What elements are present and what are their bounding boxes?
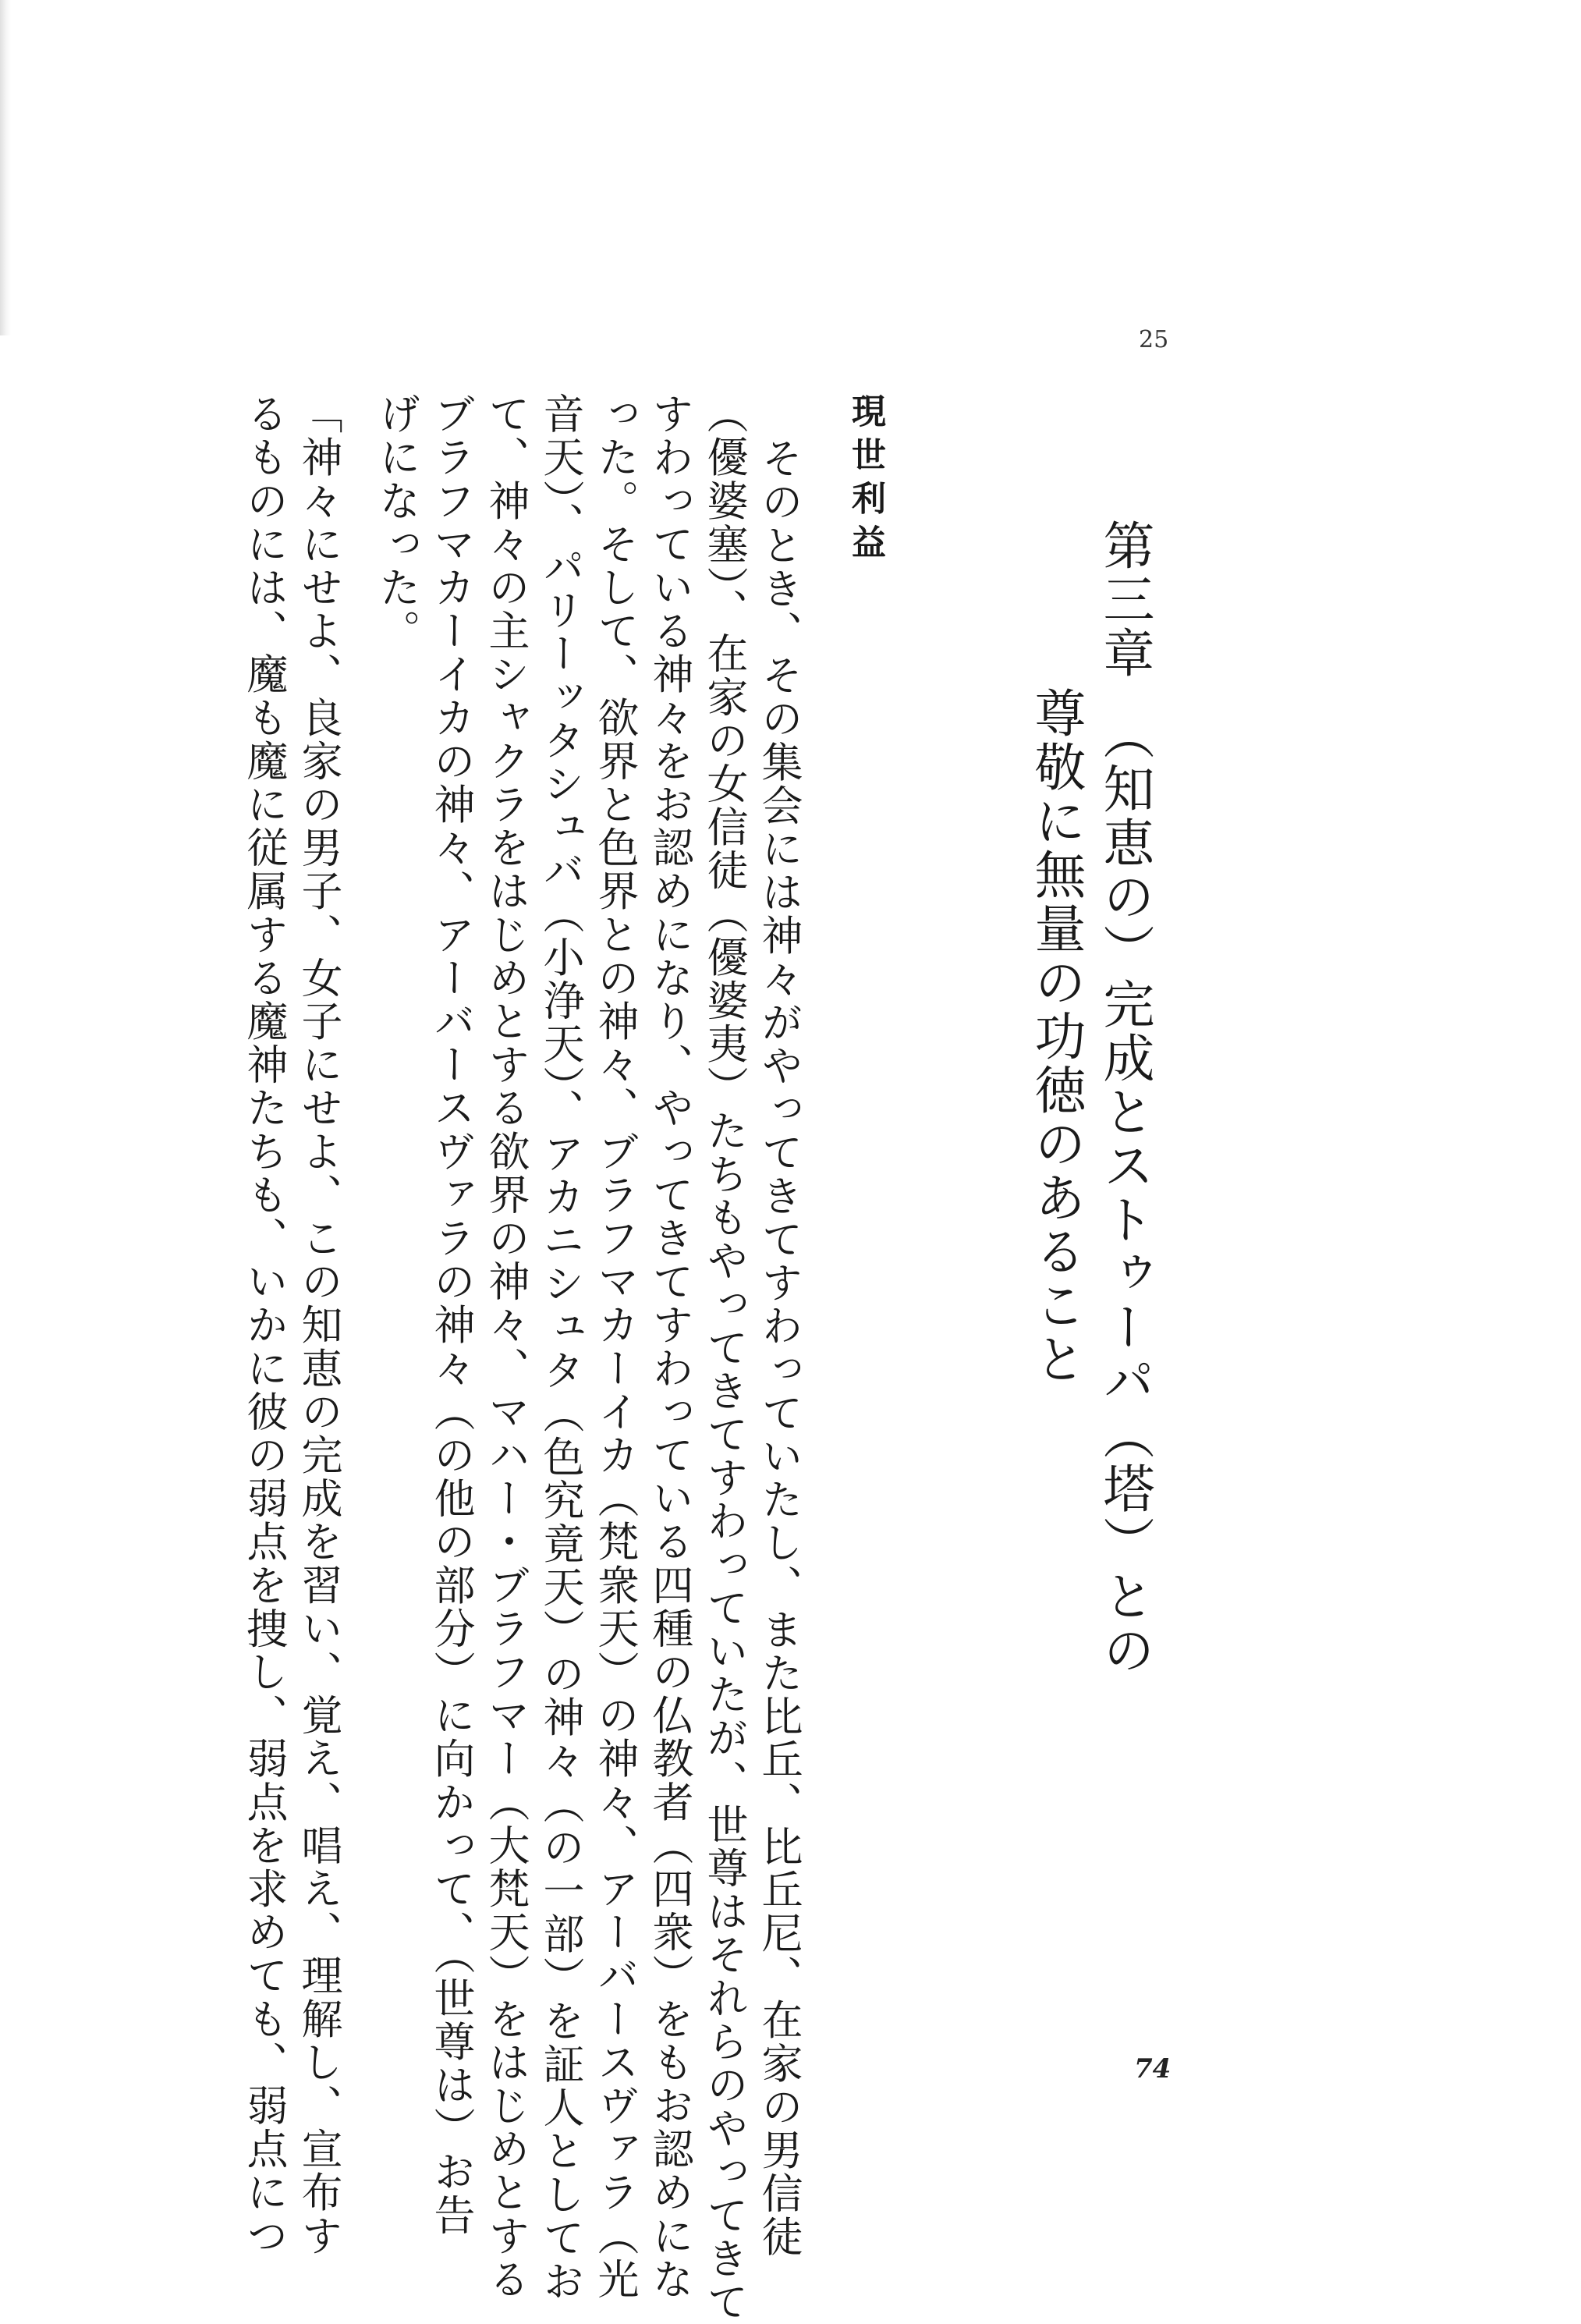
scan-edge-shadow [0, 0, 11, 335]
chapter-title-line1: 第三章 （知恵の）完成とストゥーパ（塔）との [1094, 519, 1154, 1677]
body-line-6: て、神々の主シャクラをはじめとする欲界の神々、マハー・ブラフマー（大梵天）をはじめとする [482, 392, 530, 2301]
body-line-7: ブラフマカーイカの神々、アーバースヴァラの神々（の他の部分）に向かって、（世尊は）お告 [427, 392, 475, 2237]
body-line-5: 音天）、パリーッタシュバ（小浄天）、アカニシュタ（色究竟天）の神々（の一部）を証人としてお [537, 392, 584, 2303]
running-number: 25 [1139, 326, 1169, 353]
body-line-3: すわっている神々をお認めになり、やってきてすわっている四種の仏教者（四衆）をもお認めにな [646, 392, 693, 2301]
section-heading: 現世利益 [845, 393, 885, 568]
body-line-1: そのとき、その集会には神々がやってきてすわっていたし、また比丘、比丘尼、在家の男信徒 [755, 437, 803, 2259]
body-line-2: （優婆塞）、在家の女信徒（優婆夷）たちもやってきてすわっていたが、世尊はそれらのやってきて [700, 392, 748, 2324]
body-line-8: げになった。 [373, 392, 420, 653]
body-line-10: るものには、魔も魔に従属する魔神たちも、いかに彼の弱点を捜し、弱点を求めても、弱点につ [240, 392, 288, 2258]
page-number: 74 [1134, 2053, 1172, 2085]
chapter-title-line2: 尊敬に無量の功徳のあること [1026, 687, 1086, 1386]
body-line-4: った。そして、欲界と色界との神々、ブラフマカーイカ（梵衆天）の神々、アーバースヴァラ（光 [591, 392, 639, 2301]
body-line-9: 「神々にせよ、良家の男子、女子にせよ、この知恵の完成を習い、覚え、唱え、理解し、宣布す [295, 392, 342, 2258]
